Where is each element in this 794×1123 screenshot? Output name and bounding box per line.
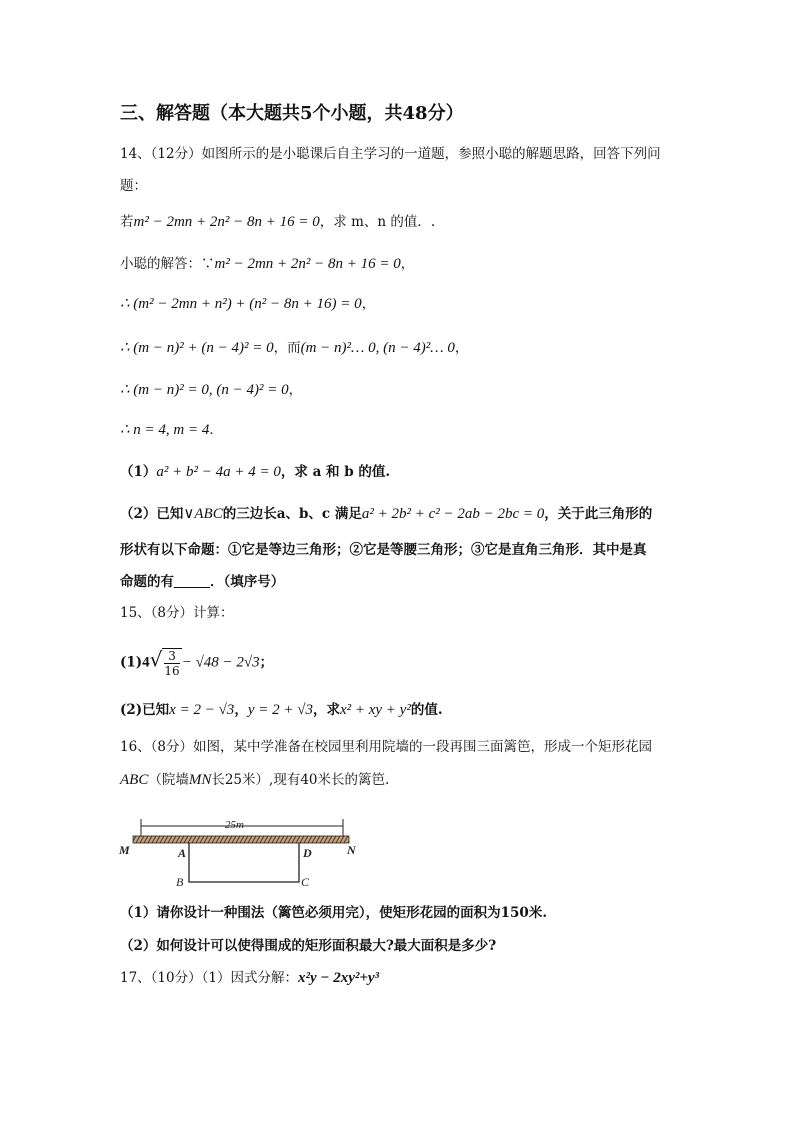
q15-p2-sep: ， [234,702,248,718]
q14-given-suffix: ，求 m、n 的值．. [319,214,436,230]
q15-frac-denominator: 16 [164,664,180,678]
q14-p1-suffix: ，求 a 和 b 的值. [280,464,391,480]
q14-step3 [120,380,302,400]
q16-part1: （1）请你设计一种围法（篱笆必须用完），使矩形花园的面积为150米. [120,905,548,921]
q14-given-prefix: 若 [120,214,134,230]
q14-step3-suffix: ， [288,382,303,398]
q16-line2 [120,770,389,790]
q14-p1-eq: a² + b² − 4a + 4 = 0 [156,464,281,480]
q14-step2-mid: ，而 [273,340,301,356]
q14-step2-suffix: ， [454,340,469,356]
q15-p2-expr: x² + xy + y² [339,702,411,718]
q15-p2-label: (2)已知 [120,702,170,718]
q15-p1-suffix: ； [259,654,274,671]
label-d: D [303,846,312,860]
label-b: B [176,875,184,889]
q14-step4-suffix: ． [209,422,223,438]
q14-step4-eq: ∴ n = 4, m = 4 [120,422,210,438]
q14-step1 [120,294,375,314]
fence-rectangle [189,843,299,882]
q14-sol-suffix: ， [400,256,415,272]
q14-sol-prefix: 小聪的解答：∵ [120,256,215,272]
q15-p1-rest: − √48 − 2√3 [181,654,260,671]
garden-figure [115,816,365,892]
label-n: N [347,843,356,857]
q14-p1-prefix: （1） [120,464,157,480]
q14-part2 [120,504,652,524]
q14-p2-line3-b: ．（填序号） [210,574,285,590]
q14-line2: 题： [120,178,147,194]
q15-p1-sqrt-frac: √ $\frac{3}{16}$ [149,647,180,678]
q14-p2-eq: a² + 2b² + c² − 2ab − 2bc = 0 [361,506,545,522]
q14-line1: 14、（12分）如图所示的是小聪课后自主学习的一道题，参照小聪的解题思路，回答下列问 [120,146,661,162]
q15-part2 [120,700,443,720]
q14-step4 [120,420,223,440]
q14-given [120,212,435,232]
q16-mn: MN [188,772,212,788]
label-a: A [178,846,187,860]
q14-p2-suffix: ，关于此三角形的 [544,506,653,522]
q15-p2-y: y = 2 + √3 [247,702,313,718]
q15-p2-x: x = 2 − √3 [169,702,235,718]
q16-line1: 16、（8分）如图，某中学准备在校园里利用院墙的一段再围三面篱笆，形成一个矩形花园 [120,739,653,755]
label-m: M [119,843,130,857]
q14-step2-b: (m − n)²… 0, (n − 4)²… 0 [300,340,455,356]
q15-p2-suffix: 的值. [410,702,443,718]
q14-sol-eq: m² − 2mn + 2n² − 8n + 16 = 0 [214,256,401,272]
label-c: C [301,875,310,889]
q14-given-eq: m² − 2mn + 2n² − 8n + 16 = 0 [133,214,320,230]
q16-part2: （2）如何设计可以使得围成的矩形面积最大?最大面积是多少? [120,938,497,954]
q14-step3-eq: ∴ (m − n)² = 0, (n − 4)² = 0 [120,382,289,398]
q15-p2-mid: ，求 [312,702,340,718]
q17-line1 [120,968,379,988]
wall-hatch [133,836,349,843]
q14-p2-mid: 的三边长a、b、c 满足 [222,506,362,522]
section-title: 三、解答题（本大题共5个小题，共48分） [120,103,464,124]
q16-abc: ABC [120,772,149,788]
q14-p2-line3-a: 命题的有 [120,574,174,590]
q15-part1 [120,648,273,678]
q15-frac-numerator: 3 [164,649,179,664]
q14-p2-line3 [120,572,284,592]
q17-expr: x²y − 2xy²+y³ [297,970,380,986]
answer-blank [174,573,210,588]
q15-p1-label: (1) [120,654,143,671]
q16-line2-b: （院墙 [148,772,189,788]
q14-p2-line2: 形状有以下命题：①它是等边三角形；②它是等腰三角形；③它是直角三角形．其中是真 [120,542,647,558]
q14-step1-suffix: ， [361,296,376,312]
q14-step2 [120,338,468,358]
q15-line1: 15、（8分）计算： [120,605,234,621]
q16-line2-d: 长25米）,现有40米长的篱笆. [211,772,390,788]
q14-solution [120,254,414,274]
q17-line1-a: 17、（10分）（1）因式分解： [120,970,298,986]
q14-p2-prefix: （2）已知 [120,506,184,522]
q14-step1-eq: ∴ (m² − 2mn + n²) + (n² − 8n + 16) = 0 [120,296,362,312]
q14-p2-tri: ∨ABC [183,506,223,522]
q14-part1 [120,462,390,482]
wall-length-label: 25m [225,819,244,831]
q15-p1-coef: 4 [142,654,150,671]
q14-step2-a: ∴ (m − n)² + (n − 4)² = 0 [120,340,274,356]
